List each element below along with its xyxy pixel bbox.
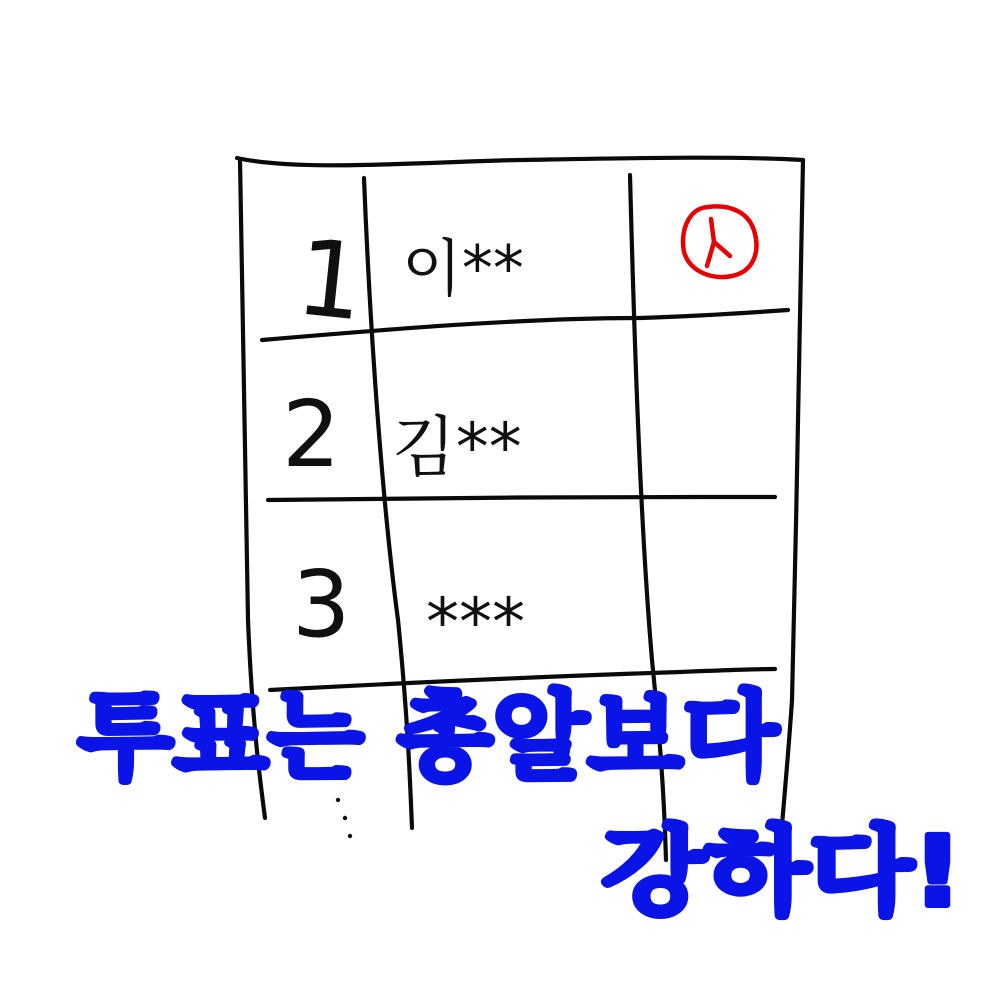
table-row bbox=[291, 206, 757, 344]
table-row bbox=[282, 381, 522, 488]
table-row bbox=[292, 551, 525, 661]
row-number: 3 bbox=[292, 551, 351, 658]
slogan-line-2: 강하다! bbox=[602, 816, 962, 928]
row-number: 1 bbox=[290, 216, 370, 345]
table-right-border bbox=[780, 160, 803, 850]
candidate-name: *** bbox=[426, 584, 525, 661]
row-number: 2 bbox=[282, 381, 341, 488]
ellipsis-dot bbox=[348, 834, 352, 838]
ellipsis-dot bbox=[336, 798, 340, 802]
table-top-border bbox=[237, 158, 803, 166]
slogan bbox=[78, 681, 962, 928]
candidate-name: 김** bbox=[392, 409, 522, 486]
slogan-line-1: 투표는 총알보다 bbox=[78, 681, 780, 793]
row-divider-2 bbox=[268, 497, 775, 500]
ellipsis-dot bbox=[343, 816, 347, 820]
candidate-name: 이** bbox=[402, 232, 524, 305]
vote-stamp-icon bbox=[683, 206, 756, 277]
